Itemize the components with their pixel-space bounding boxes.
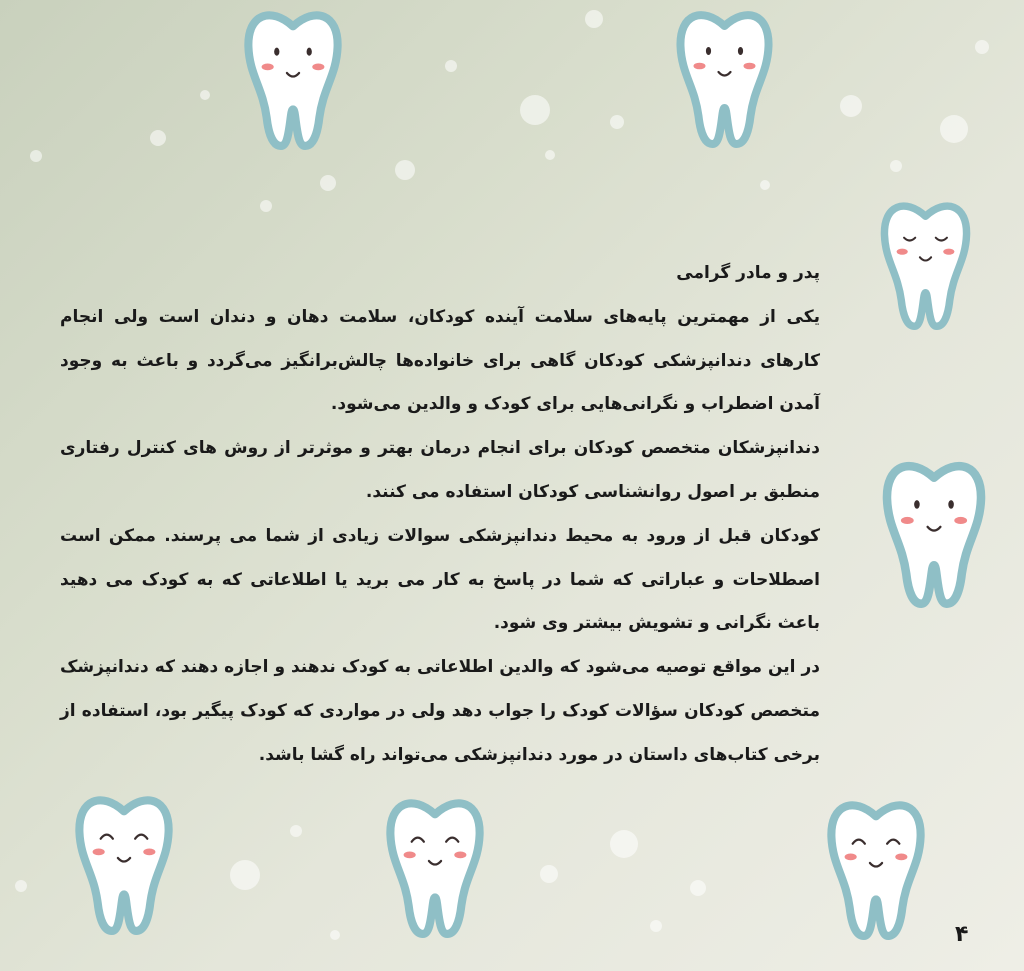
letter-paragraph: در این مواقع توصیه می‌شود که والدین اطلاعاتی به کودک ندهند و اجازه دهند که دندانپزشک متخصص کودکان سؤالات کودک را جواب دهد ولی در مواردی که کودک پیگیر بود، استفاده از برخی کتاب‌های داستان در مورد دندانپزشکی می‌تواند راه گشا باشد. bbox=[60, 657, 820, 765]
smiling-tooth-icon bbox=[647, 0, 802, 148]
letter-body bbox=[60, 252, 820, 778]
letter-paragraph: یکی از مهمترین پایه‌های سلامت آینده کودکان، سلامت دهان و دندان است ولی انجام کارهای دندانپزشکی کودکان گاهی برای خانواده‌ها چالش‌برانگیز می‌گردد و باعث به وجود آمدن اضطراب و نگرانی‌هایی برای کودک و والدین می‌شود. bbox=[60, 306, 820, 415]
smiling-tooth-icon bbox=[855, 450, 1013, 608]
page-number: ۴ bbox=[955, 922, 969, 947]
smiling-tooth-icon bbox=[800, 790, 952, 940]
letter-paragraph: دندانپزشکان متخصص کودکان برای انجام درمان بهتر و موثرتر از روش های کنترل رفتاری منطبق بر اصول روانشناسی کودکان استفاده می کنند. bbox=[60, 438, 820, 502]
letter-greeting: پدر و مادر گرامی bbox=[676, 263, 820, 283]
smiling-tooth-icon bbox=[360, 788, 510, 938]
smiling-tooth-icon bbox=[50, 785, 198, 935]
smiling-tooth-icon bbox=[222, 0, 364, 150]
letter-paragraph: کودکان قبل از ورود به محیط دندانپزشکی سوالات زیادی از شما می پرسند. ممکن است اصطلاحات و عباراتی که شما در پاسخ به کار می برید یا اطلاعاتی که به کودک می دهید باعث نگرانی و تشویش بیشتر وی شود. bbox=[60, 525, 820, 634]
smiling-tooth-icon bbox=[852, 192, 999, 330]
